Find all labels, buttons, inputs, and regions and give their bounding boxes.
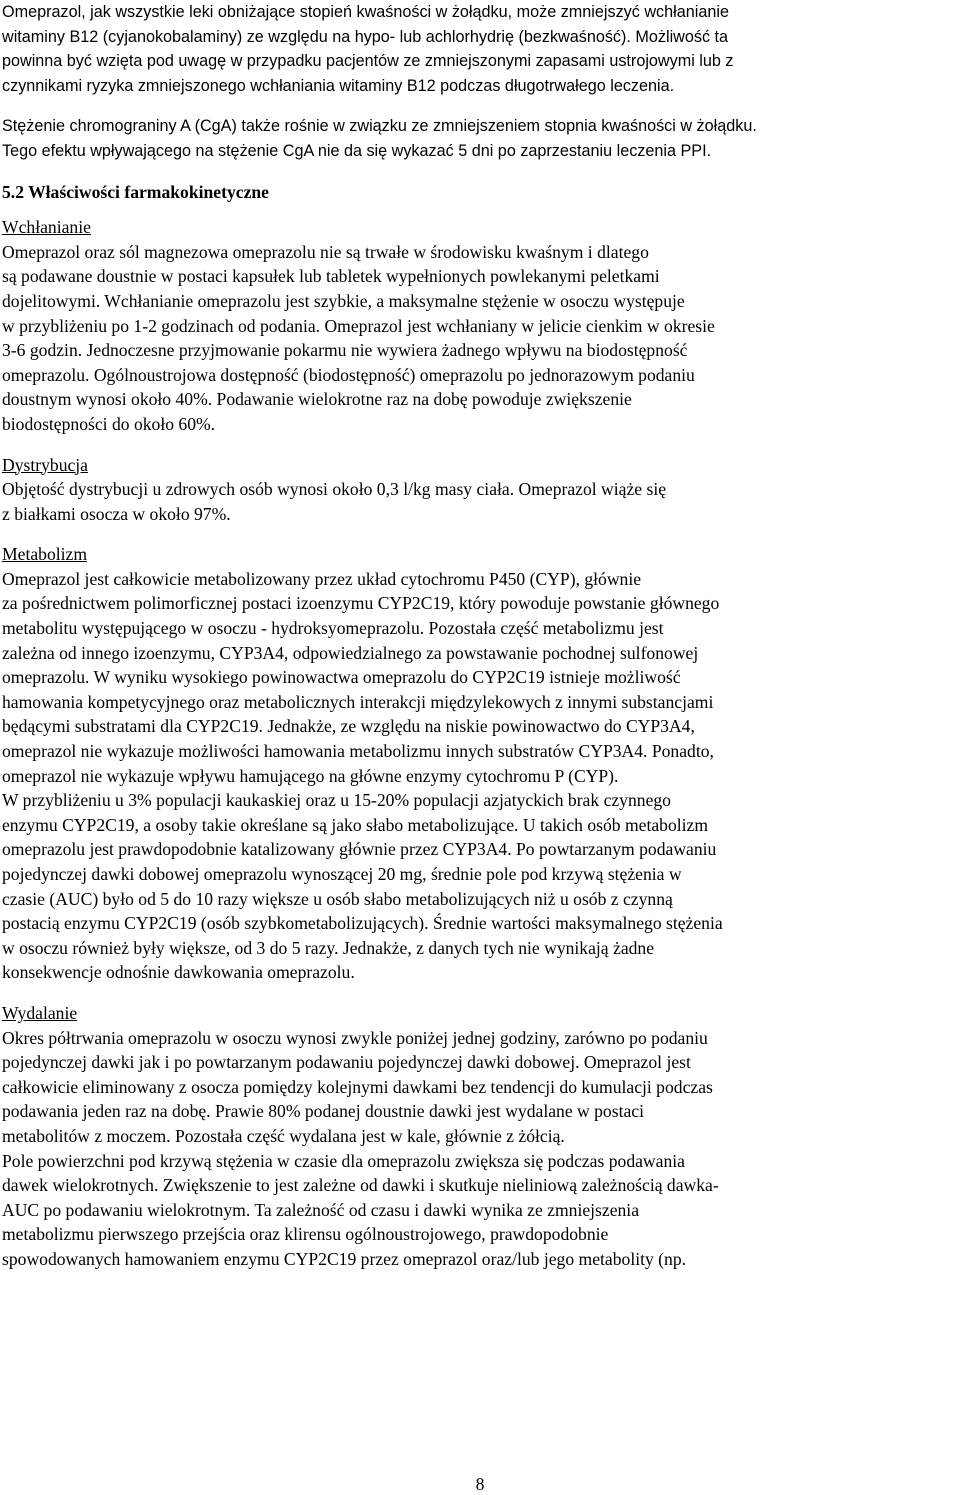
cga-paragraph bbox=[2, 114, 957, 163]
text-line: podawania jeden raz na dobę. Prawie 80% podanej doustnie dawki jest wydalane w postaci bbox=[2, 1101, 644, 1122]
dystrybucja-paragraph bbox=[2, 477, 957, 526]
text-line: Pole powierzchni pod krzywą stężenia w czasie dla omeprazolu zwiększa się podczas podawania bbox=[2, 1150, 685, 1171]
text-line: omeprazolu. Ogólnoustrojowa dostępność (biodostępność) omeprazolu po jednorazowym podaniu bbox=[2, 364, 695, 385]
text-line: powinna być wzięta pod uwagę w przypadku pacjentów ze zmniejszonymi zapasami ustrojowymi lub z bbox=[2, 52, 734, 71]
subheading-dystrybucja: Dystrybucja bbox=[2, 454, 88, 475]
text-line: czasie (AUC) było od 5 do 10 razy większe u osób słabo metabolizujących niż u osób z czynną bbox=[2, 888, 673, 909]
text-line: z białkami osocza w około 97%. bbox=[2, 503, 231, 524]
text-line: spowodowanych hamowaniem enzymu CYP2C19 przez omeprazol oraz/lub jego metabolity (np. bbox=[2, 1248, 687, 1269]
text-line: dawek wielokrotnych. Zwiększenie to jest zależne od dawki i skutkuje nieliniową zależnością dawka- bbox=[2, 1175, 719, 1196]
metabolizm-paragraph bbox=[2, 567, 957, 985]
text-line: są podawane doustnie w postaci kapsułek lub tabletek wypełnionych powlekanymi peletkami bbox=[2, 266, 660, 287]
text-line: Omeprazol, jak wszystkie leki obniżające stopień kwaśności w żołądku, może zmniejszyć wchłanianie bbox=[2, 3, 729, 21]
text-line: czynnikami ryzyka zmniejszonego wchłaniania witaminy B12 podczas długotrwałego leczenia. bbox=[2, 76, 675, 95]
text-line: enzymu CYP2C19, a osoby takie określane są jako słabo metabolizujące. U takich osób metabolizm bbox=[2, 814, 709, 835]
text-line: 3-6 godzin. Jednoczesne przyjmowanie pokarmu nie wywiera żadnego wpływu na biodostępność bbox=[2, 340, 688, 361]
subheading-wydalanie: Wydalanie bbox=[2, 1002, 78, 1023]
text-line: w przybliżeniu po 1-2 godzinach od podania. Omeprazol jest wchłaniany w jelicie cienkim w okresie bbox=[2, 315, 715, 336]
text-line: pojedynczej dawki dobowej omeprazolu wynoszącej 20 mg, średnie pole pod krzywą stężenia w bbox=[2, 864, 682, 884]
text-line: pojedynczej dawki jak i po powtarzanym podawaniu pojedynczej dawki dobowej. Omeprazol jest bbox=[2, 1052, 691, 1073]
text-line: dojelitowymi. Wchłanianie omeprazolu jest szybkie, a maksymalne stężenie w osoczu występuje bbox=[2, 290, 685, 311]
page-number: 8 bbox=[475, 1474, 485, 1494]
text-line: W przybliżeniu u 3% populacji kaukaskiej oraz u 15-20% populacji azjatyckich brak czynnego bbox=[2, 790, 671, 811]
text-line: będącymi substratami dla CYP2C19. Jednakże, ze względu na niskie powinowactwo do CYP3A4, bbox=[2, 716, 695, 737]
text-line: AUC po podawaniu wielokrotnym. Ta zależność od czasu i dawki wynika ze zmniejszenia bbox=[2, 1199, 639, 1220]
text-line: za pośrednictwem polimorficznej postaci izoenzymu CYP2C19, który powoduje powstanie głównego bbox=[2, 593, 720, 614]
text-line: Okres półtrwania omeprazolu w osoczu wynosi zwykle poniżej jednej godziny, zarówno po podaniu bbox=[2, 1027, 708, 1048]
text-line: postacią enzymu CYP2C19 (osób szybkometabolizujących). Średnie wartości maksymalnego stężenia bbox=[2, 913, 723, 934]
wchlanianie-paragraph bbox=[2, 240, 957, 437]
intro-paragraph bbox=[2, 0, 957, 98]
section-heading: 5.2 Właściwości farmakokinetyczne bbox=[2, 181, 269, 202]
text-line: omeprazolu. W wyniku wysokiego powinowactwa omeprazolu do CYP2C19 istnieje możliwość bbox=[2, 667, 681, 688]
text-line: Stężenie chromograniny A (CgA) także rośnie w związku ze zmniejszeniem stopnia kwaśności w żołądku. bbox=[2, 117, 757, 136]
text-line: doustnym wynosi około 40%. Podawanie wielokrotne raz na dobę powoduje zwiększenie bbox=[2, 389, 632, 410]
text-line: omeprazol nie wykazuje wpływu hamującego na główne enzymy cytochromu P (CYP). bbox=[2, 765, 619, 786]
text-line: metabolitów z moczem. Pozostała część wydalana jest w kale, głównie z żółcią. bbox=[2, 1125, 565, 1146]
text-line: Objętość dystrybucji u zdrowych osób wynosi około 0,3 l/kg masy ciała. Omeprazol wiąże się bbox=[2, 479, 667, 500]
text-line: biodostępności do około 60%. bbox=[2, 413, 216, 434]
text-line: omeprazol nie wykazuje możliwości hamowania metabolizmu innych substratów CYP3A4. Ponadto, bbox=[2, 741, 714, 762]
subheading-wchlanianie: Wchłanianie bbox=[2, 217, 91, 238]
text-line: omeprazolu jest prawdopodobnie katalizowany głównie przez CYP3A4. Po powtarzanym podawaniu bbox=[2, 839, 717, 860]
text-line: w osoczu również były większe, od 3 do 5 razy. Jednakże, z danych tych nie wynikają żadne bbox=[2, 937, 655, 958]
text-line: metabolizmu pierwszego przejścia oraz klirensu ogólnoustrojowego, prawdopodobnie bbox=[2, 1224, 609, 1245]
text-line: Tego efektu wpływającego na stężenie CgA nie da się wykazać 5 dni po zaprzestaniu leczenia PPI. bbox=[2, 141, 712, 160]
text-line: konsekwencje odnośnie dawkowania omeprazolu. bbox=[2, 962, 355, 983]
text-line: zależna od innego izoenzymu, CYP3A4, odpowiedzialnego za powstawanie pochodnej sulfonowej bbox=[2, 642, 699, 663]
text-line: Omeprazol jest całkowicie metabolizowany przez układ cytochromu P450 (CYP), głównie bbox=[2, 568, 642, 589]
text-line: Omeprazol oraz sól magnezowa omeprazolu nie są trwałe w środowisku kwaśnym i dlatego bbox=[2, 241, 649, 262]
text-line: całkowicie eliminowany z osocza pomiędzy kolejnymi dawkami bez tendencji do kumulacji podczas bbox=[2, 1076, 713, 1097]
subheading-metabolizm: Metabolizm bbox=[2, 544, 88, 565]
text-line: witaminy B12 (cyjanokobalaminy) ze względu na hypo- lub achlorhydrię (bezkwaśność). Możliwość ta bbox=[2, 27, 729, 46]
text-line: hamowania kompetycyjnego oraz metabolicznych interakcji międzylekowych z innymi substancjami bbox=[2, 691, 714, 712]
text-line: metabolitu występującego w osoczu - hydroksyomeprazolu. Pozostała część metabolizmu jest bbox=[2, 618, 664, 639]
wydalanie-paragraph bbox=[2, 1026, 957, 1272]
document-page bbox=[2, 0, 957, 1272]
